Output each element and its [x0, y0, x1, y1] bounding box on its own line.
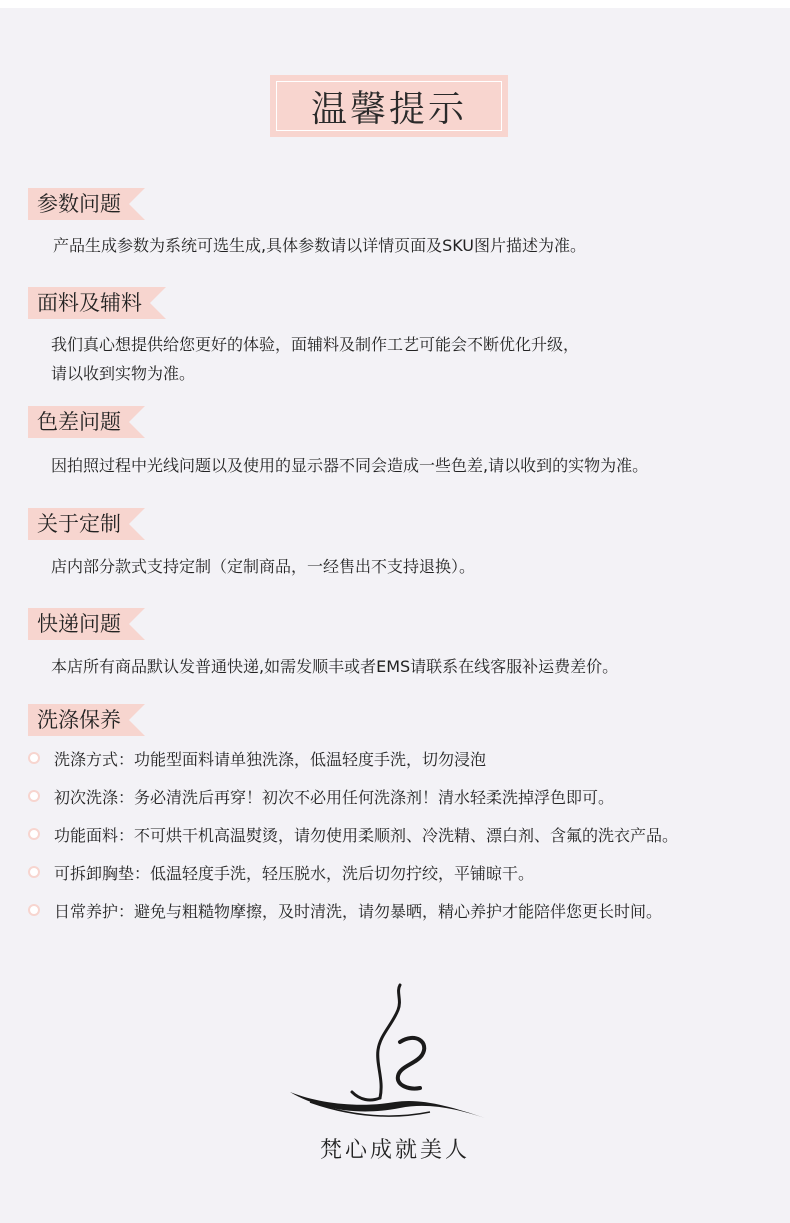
- section-header-params: [28, 188, 145, 220]
- title-banner: [270, 75, 508, 137]
- care-item: [28, 860, 534, 884]
- brand-name: 梵心成就美人: [319, 1138, 470, 1163]
- section-header-care: [28, 704, 145, 736]
- care-item-text: 功能面料：不可烘干机高温熨烫，请勿使用柔顺剂、冷洗精、漂白剂、含氟的洗衣产品。: [54, 825, 679, 845]
- section-text: 因拍照过程中光线问题以及使用的显示器不同会造成一些色差,请以收到的实物为准。: [51, 456, 649, 475]
- care-item-text: 初次洗涤：务必清洗后再穿！初次不必用任何洗涤剂！清水轻柔洗掉浮色即可。: [54, 787, 615, 807]
- section-header-color: [28, 406, 145, 438]
- care-item-text: 洗涤方式：功能型面料请单独洗涤，低温轻度手洗，切勿浸泡: [54, 749, 487, 769]
- section-text: 产品生成参数为系统可选生成,具体参数请以详情页面及SKU图片描述为准。: [53, 236, 587, 255]
- section-text: 本店所有商品默认发普通快递,如需发顺丰或者EMS请联系在线客服补运费差价。: [51, 657, 619, 676]
- bullet-circle-icon: [28, 752, 40, 764]
- tag-notch: [129, 508, 145, 540]
- bullet-circle-icon: [28, 828, 40, 840]
- tag-notch: [129, 608, 145, 640]
- section-title: 关于定制: [28, 508, 129, 540]
- care-item: [28, 784, 614, 808]
- section-header-shipping: [28, 608, 145, 640]
- brand-logo-icon: [280, 980, 500, 1130]
- bullet-circle-icon: [28, 904, 40, 916]
- bullet-circle-icon: [28, 790, 40, 802]
- page-title: 温馨提示: [276, 81, 502, 131]
- tag-notch: [129, 188, 145, 220]
- care-item-text: 日常养护：避免与粗糙物摩擦，及时清洗，请勿暴晒，精心养护才能陪伴您更长时间。: [54, 901, 663, 921]
- care-item: [28, 898, 662, 922]
- bullet-circle-icon: [28, 866, 40, 878]
- section-title: 面料及辅料: [28, 287, 150, 319]
- section-title: 色差问题: [28, 406, 129, 438]
- section-text: 请以收到实物为准。: [51, 364, 196, 383]
- tag-notch: [129, 406, 145, 438]
- care-item-text: 可拆卸胸垫：低温轻度手洗，轻压脱水，洗后切勿拧绞，平铺晾干。: [54, 863, 535, 883]
- section-header-fabric: [28, 287, 166, 319]
- section-text: 店内部分款式支持定制（定制商品，一经售出不支持退换）。: [51, 557, 476, 576]
- tag-notch: [129, 704, 145, 736]
- section-header-custom: [28, 508, 145, 540]
- section-title: 参数问题: [28, 188, 129, 220]
- tag-notch: [150, 287, 166, 319]
- care-item: [28, 746, 486, 770]
- section-text: 我们真心想提供给您更好的体验，面辅料及制作工艺可能会不断优化升级，: [51, 335, 580, 354]
- section-title: 快递问题: [28, 608, 129, 640]
- care-item: [28, 822, 678, 846]
- section-title: 洗涤保养: [28, 704, 129, 736]
